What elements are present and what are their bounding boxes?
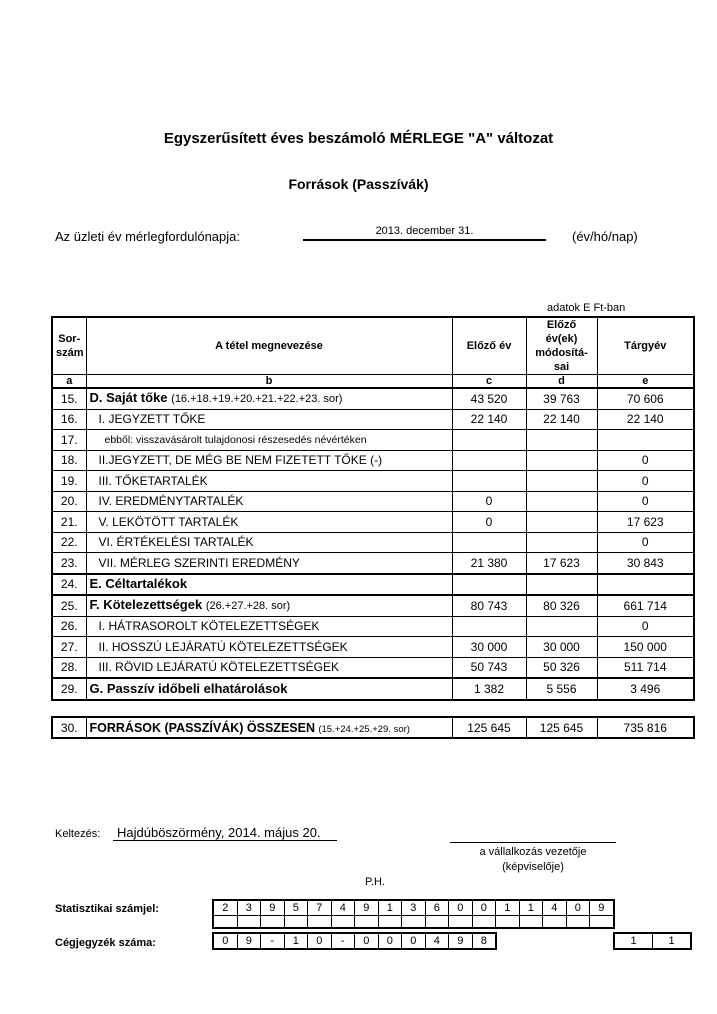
row-number: 16.	[52, 409, 86, 430]
row-prev-value	[452, 430, 526, 451]
digit-row	[213, 933, 496, 949]
row-current-value: 22 140	[597, 409, 694, 430]
row-mod-value	[526, 532, 597, 553]
table-row	[52, 616, 694, 637]
company-reg-label: Cégjegyzék száma:	[55, 937, 156, 949]
row-prev-value: 0	[452, 512, 526, 533]
row-name	[86, 409, 452, 430]
row-prev-value	[452, 450, 526, 471]
table-row	[52, 637, 694, 658]
row-current-value: 0	[597, 471, 694, 492]
row-current-value: 0	[597, 450, 694, 471]
digit-box: 0	[402, 933, 426, 949]
digit-box: 0	[213, 933, 237, 949]
row-title: D. Saját tőke	[89, 390, 168, 406]
digit-blank-row	[213, 916, 614, 929]
liabilities-table	[51, 316, 695, 701]
digit-box: 9	[355, 900, 379, 916]
digit-box-blank	[566, 916, 590, 929]
row-prev-value: 0	[452, 491, 526, 512]
digit-row	[213, 900, 614, 916]
table-row	[52, 657, 694, 678]
row-name	[86, 450, 452, 471]
digit-box: 9	[449, 933, 473, 949]
row-current-value: 661 714	[597, 595, 694, 616]
row-name	[86, 657, 452, 678]
balance-date-label: Az üzleti év mérlegfordulónapja:	[55, 229, 240, 244]
digit-box: 4	[543, 900, 567, 916]
row-title: VI. ÉRTÉKELÉSI TARTALÉK	[98, 535, 254, 550]
total-table	[51, 716, 695, 739]
col-header-mod: Előző év(ek) módosítá-sai	[526, 317, 597, 375]
table-row	[52, 595, 694, 616]
statistical-code-boxes	[212, 899, 615, 929]
digit-box: 1	[519, 900, 543, 916]
row-mod-value: 5 556	[526, 678, 597, 700]
digit-box: 9	[590, 900, 614, 916]
row-name	[86, 595, 452, 616]
row-formula: (26.+27.+28. sor)	[205, 600, 291, 613]
company-reg-boxes-extra	[613, 932, 692, 950]
table-row	[52, 512, 694, 533]
digit-box-blank	[449, 916, 473, 929]
row-prev-value: 50 743	[452, 657, 526, 678]
row-current-value: 511 714	[597, 657, 694, 678]
row-mod-value: 39 763	[526, 388, 597, 409]
total-row-name	[86, 717, 452, 738]
total-row-current: 735 816	[597, 717, 694, 738]
row-prev-value: 43 520	[452, 388, 526, 409]
row-title: II. HOSSZÚ LEJÁRATÚ KÖTELEZETTSÉGEK	[98, 639, 348, 654]
digit-box: 1	[614, 933, 653, 949]
row-number: 15.	[52, 388, 86, 409]
row-name	[86, 553, 452, 574]
balance-date-value: 2013. december 31.	[303, 225, 546, 241]
row-title: II.JEGYZETT, DE MÉG BE NEM FIZETETT TŐKE (-)	[98, 453, 383, 468]
date-place-label: Keltezés:	[55, 828, 101, 840]
row-title: III. RÖVID LEJÁRATÚ KÖTELEZETTSÉGEK	[98, 660, 339, 675]
column-letter: a	[52, 375, 86, 389]
row-number: 21.	[52, 512, 86, 533]
row-prev-value: 30 000	[452, 637, 526, 658]
digit-box: -	[331, 933, 355, 949]
digit-box: 7	[308, 900, 332, 916]
digit-box: 2	[213, 900, 237, 916]
digit-box: 1	[653, 933, 692, 949]
row-number: 29.	[52, 678, 86, 700]
row-prev-value	[452, 616, 526, 637]
table-row	[52, 491, 694, 512]
row-prev-value: 22 140	[452, 409, 526, 430]
row-title: G. Passzív időbeli elhatárolások	[89, 680, 288, 696]
column-letter-row	[52, 375, 694, 389]
table-row	[52, 553, 694, 574]
digit-box-blank	[590, 916, 614, 929]
column-letter: d	[526, 375, 597, 389]
total-row-mod: 125 645	[526, 717, 597, 738]
row-title: VII. MÉRLEG SZERINTI EREDMÉNY	[98, 555, 300, 570]
row-name	[86, 471, 452, 492]
digit-box: 0	[308, 933, 332, 949]
digit-box-blank	[355, 916, 379, 929]
digit-box-blank	[308, 916, 332, 929]
report-subtitle: Források (Passzívák)	[288, 176, 429, 192]
digit-box: 4	[425, 933, 449, 949]
row-mod-value: 22 140	[526, 409, 597, 430]
digit-box-blank	[284, 916, 308, 929]
total-row-number: 30.	[52, 717, 86, 738]
digit-box-blank	[519, 916, 543, 929]
row-name	[86, 616, 452, 637]
row-title: I. JEGYZETT TŐKE	[98, 412, 206, 427]
digit-box-blank	[472, 916, 496, 929]
row-prev-value: 1 382	[452, 678, 526, 700]
col-header-prev: Előző év	[452, 317, 526, 375]
digit-box-blank	[261, 916, 285, 929]
signature-caption: a vállalkozás vezetője	[479, 846, 587, 858]
row-title: ebből: visszavásárolt tulajdonosi részesedés névértéken	[104, 434, 367, 447]
digit-box-blank	[378, 916, 402, 929]
row-name	[86, 678, 452, 700]
row-title: V. LEKÖTÖTT TARTALÉK	[98, 514, 239, 529]
row-mod-value	[526, 430, 597, 451]
row-mod-value	[526, 450, 597, 471]
row-number: 22.	[52, 532, 86, 553]
digit-box: 0	[566, 900, 590, 916]
row-name	[86, 574, 452, 596]
digit-box: 9	[261, 900, 285, 916]
row-prev-value	[452, 574, 526, 596]
column-letter: c	[452, 375, 526, 389]
row-current-value	[597, 574, 694, 596]
table-body	[52, 388, 694, 700]
row-number: 19.	[52, 471, 86, 492]
row-number: 27.	[52, 637, 86, 658]
row-current-value: 3 496	[597, 678, 694, 700]
digit-box-blank	[425, 916, 449, 929]
table-row	[52, 532, 694, 553]
row-current-value: 70 606	[597, 388, 694, 409]
digit-box: 0	[355, 933, 379, 949]
table-row	[52, 430, 694, 451]
signature-caption-sub: (képviselője)	[502, 861, 564, 873]
row-current-value: 0	[597, 491, 694, 512]
total-row-prev: 125 645	[452, 717, 526, 738]
row-current-value: 17 623	[597, 512, 694, 533]
row-name	[86, 388, 452, 409]
table-row	[52, 574, 694, 596]
digit-box-blank	[213, 916, 237, 929]
row-mod-value: 50 326	[526, 657, 597, 678]
row-number: 20.	[52, 491, 86, 512]
row-prev-value	[452, 532, 526, 553]
table-row	[52, 409, 694, 430]
digit-box: 8	[472, 933, 496, 949]
digit-box: 0	[472, 900, 496, 916]
row-number: 26.	[52, 616, 86, 637]
col-header-sorszam: Sor-szám	[52, 317, 86, 375]
report-title: Egyszerűsített éves beszámoló MÉRLEGE "A" változat	[163, 130, 554, 147]
row-current-value: 0	[597, 532, 694, 553]
row-number: 24.	[52, 574, 86, 596]
stamp-placeholder: P.H.	[365, 876, 385, 888]
digit-box: 5	[284, 900, 308, 916]
unit-note: adatok E Ft-ban	[547, 302, 626, 314]
row-name	[86, 637, 452, 658]
digit-box-blank	[331, 916, 355, 929]
row-title: I. HÁTRASOROLT KÖTELEZETTSÉGEK	[98, 619, 320, 634]
digit-box-blank	[402, 916, 426, 929]
digit-box: 0	[378, 933, 402, 949]
row-number: 25.	[52, 595, 86, 616]
row-name	[86, 430, 452, 451]
date-format-hint: (év/hó/nap)	[572, 229, 638, 244]
digit-box: 1	[378, 900, 402, 916]
row-title: F. Kötelezettségek	[89, 597, 203, 613]
digit-box: 4	[331, 900, 355, 916]
row-title: IV. EREDMÉNYTARTALÉK	[98, 494, 244, 509]
digit-box: 9	[237, 933, 261, 949]
column-letter: b	[86, 375, 452, 389]
row-mod-value: 30 000	[526, 637, 597, 658]
col-header-name: A tétel megnevezése	[86, 317, 452, 375]
digit-box: 3	[237, 900, 261, 916]
row-prev-value: 80 743	[452, 595, 526, 616]
digit-box: 3	[402, 900, 426, 916]
total-row-title: FORRÁSOK (PASSZÍVÁK) ÖSSZESEN	[89, 720, 315, 735]
date-place-value: Hajdúböszörmény, 2014. május 20.	[113, 825, 337, 841]
row-mod-value: 80 326	[526, 595, 597, 616]
row-title: III. TŐKETARTALÉK	[98, 473, 208, 488]
row-prev-value: 21 380	[452, 553, 526, 574]
row-name	[86, 491, 452, 512]
digit-box: 0	[449, 900, 473, 916]
row-current-value: 30 843	[597, 553, 694, 574]
table-row	[52, 471, 694, 492]
table-header-row	[52, 317, 694, 375]
table-row	[52, 450, 694, 471]
digit-box: 6	[425, 900, 449, 916]
digit-box: 1	[496, 900, 520, 916]
table-row	[52, 678, 694, 700]
row-title: E. Céltartalékok	[89, 576, 188, 592]
digit-row	[614, 933, 691, 949]
row-mod-value	[526, 574, 597, 596]
digit-box-blank	[543, 916, 567, 929]
row-mod-value: 17 623	[526, 553, 597, 574]
total-row-formula: (15.+24.+25.+29. sor)	[318, 723, 410, 735]
total-row	[52, 717, 694, 738]
table-row	[52, 388, 694, 409]
row-formula: (16.+18.+19.+20.+21.+22.+23. sor)	[171, 393, 343, 406]
row-mod-value	[526, 616, 597, 637]
column-letter: e	[597, 375, 694, 389]
row-name	[86, 532, 452, 553]
digit-box-blank	[237, 916, 261, 929]
row-number: 28.	[52, 657, 86, 678]
signature-line	[450, 842, 616, 843]
row-number: 17.	[52, 430, 86, 451]
col-header-current: Tárgyév	[597, 317, 694, 375]
row-current-value	[597, 430, 694, 451]
statistical-code-label: Statisztikai számjel:	[55, 903, 159, 915]
digit-box-blank	[496, 916, 520, 929]
company-reg-boxes	[212, 932, 497, 950]
row-current-value: 150 000	[597, 637, 694, 658]
digit-box: 1	[284, 933, 308, 949]
row-current-value: 0	[597, 616, 694, 637]
row-name	[86, 512, 452, 533]
row-mod-value	[526, 491, 597, 512]
row-number: 18.	[52, 450, 86, 471]
digit-box: -	[261, 933, 285, 949]
row-number: 23.	[52, 553, 86, 574]
row-mod-value	[526, 512, 597, 533]
row-prev-value	[452, 471, 526, 492]
row-mod-value	[526, 471, 597, 492]
